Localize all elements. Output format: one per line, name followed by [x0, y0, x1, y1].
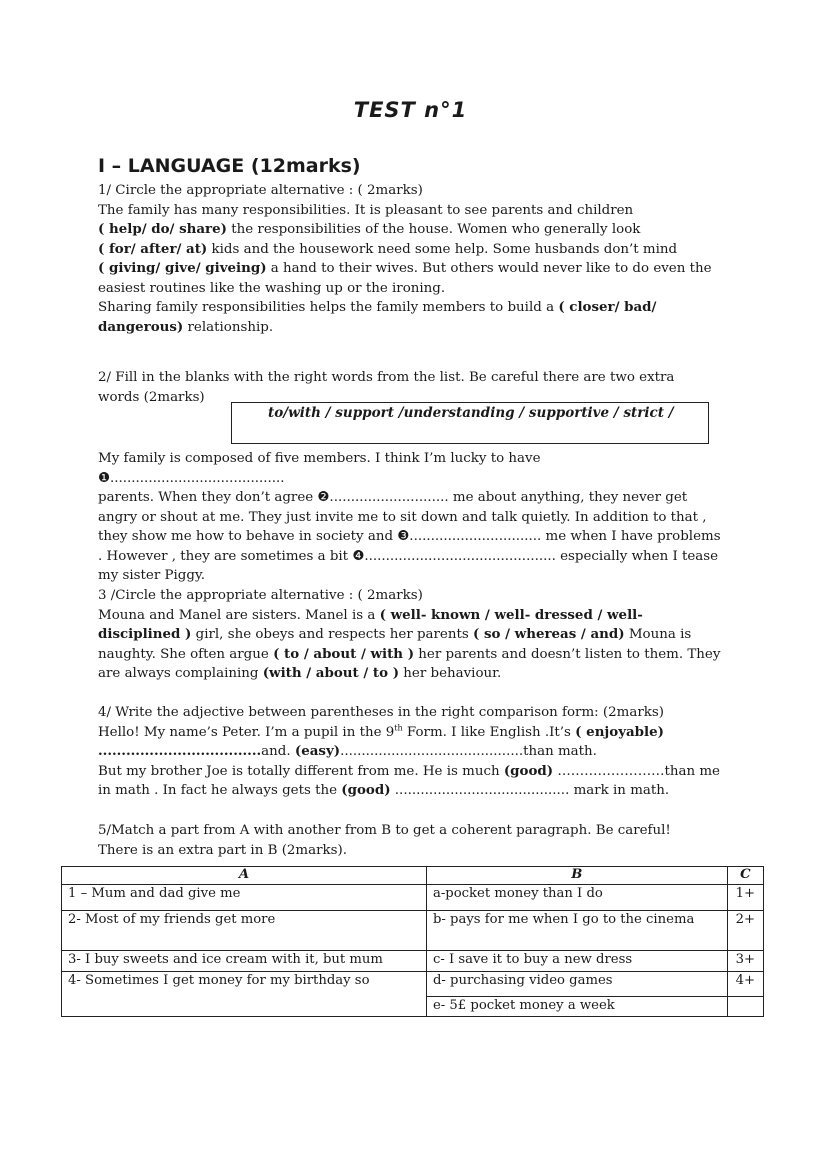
table-row	[62, 885, 764, 911]
ex3-option-4[interactable]: (with / about / to )	[262, 665, 400, 681]
ex1-paragraph-2: Sharing family responsibilities helps the family members to build a ( closer/ bad/ dangerous) relationship.	[98, 299, 657, 335]
ex1-option-1[interactable]: ( help/ do/ share)	[98, 221, 227, 237]
table-row	[62, 951, 764, 972]
ex1-option-2[interactable]: ( for/ after/ at)	[98, 240, 208, 257]
cell-b: b- pays for me when I go to the cinema	[426, 911, 727, 951]
table-row	[62, 911, 764, 951]
cell-c[interactable]	[727, 997, 763, 1017]
page-title: TEST n°1	[353, 98, 468, 122]
ex2-paragraph: parents. When they don’t agree ❷............................ me about anything, they never get angry or shout at me. They just invite me to sit down and talk quietly. In addition to that , they show me how to behave in society and ❸............................... me when I have problems . However , they are sometimes a bit ❹............................................. especially when I tease my sister Piggy.	[98, 490, 721, 583]
ex1-paragraph: The family has many responsibilities. It is pleasant to see parents and children ( help/ do/ share) the responsibilities of the house. Women who generally look ( for/ after/ at) kids and the housework need some help. Some husbands don’t mind ( giving/ give/ giveing) a hand to their wives. But others would never like to do even the easiest routines like the washing up or the ironing.	[98, 202, 712, 296]
cell-b: d- purchasing video games	[426, 972, 727, 997]
cell-c[interactable]: 2+	[727, 911, 763, 951]
ex3-option-1[interactable]: ( well- known / well- dressed / well-disciplined )	[98, 606, 643, 642]
cell-a: 1 – Mum and dad give me	[62, 885, 427, 911]
section-heading: I – LANGUAGE (12marks)	[98, 155, 361, 177]
header-c: C	[727, 867, 763, 885]
ex4-adjective-2: (easy)	[294, 743, 341, 759]
ex4-adjective-3: (good)	[503, 762, 554, 779]
ex3-option-3[interactable]: ( to / about / with )	[273, 645, 415, 662]
cell-c[interactable]: 1+	[727, 885, 763, 911]
ex3-option-2[interactable]: ( so / whereas / and)	[473, 626, 625, 642]
exercise-4	[98, 703, 723, 801]
ex3-instruction: 3 /Circle the appropriate alternative : ( 2marks)	[98, 588, 423, 603]
ex4-blank-1[interactable]: ...................................	[98, 743, 262, 759]
cell-b: e- 5£ pocket money a week	[426, 997, 727, 1017]
ex2-line-1: My family is composed of five members. I think I’m lucky to have ❶.........................................	[98, 451, 541, 486]
word-list: to/with / support /understanding / supportive / strict /	[268, 405, 674, 421]
ex4-instruction: 4/ Write the adjective between parentheses in the right comparison form: (2marks)	[98, 705, 664, 720]
cell-a: 3- I buy sweets and ice cream with it, but mum	[62, 951, 427, 972]
exercise-1	[98, 181, 723, 337]
table-header-row	[62, 867, 764, 885]
cell-a: 4- Sometimes I get money for my birthday so	[62, 972, 427, 1017]
ex1-option-4[interactable]: ( closer/ bad/ dangerous)	[98, 299, 657, 335]
exercise-2-instruction: 2/ Fill in the blanks with the right words from the list. Be careful there are two extra words (2marks)	[98, 370, 675, 405]
header-a: A	[62, 867, 427, 885]
ex4-paragraph: Hello! My name’s Peter. I’m a pupil in the 9th Form. I like English .It’s ( enjoyable) ...................................and. (easy)...........................................than math. But my brother Joe is totally different from me. He is much (good) ……………………than me in math . In fact he always gets the (good) ......................................... mark in math.	[98, 723, 720, 798]
cell-c[interactable]: 4+	[727, 972, 763, 997]
ex4-blank-2[interactable]: ...........................................	[340, 744, 524, 759]
cell-c[interactable]: 3+	[727, 951, 763, 972]
ex1-instruction: 1/ Circle the appropriate alternative : ( 2marks)	[98, 183, 423, 198]
cell-b: a-pocket money than I do	[426, 885, 727, 911]
table-row	[62, 972, 764, 997]
matching-table	[61, 866, 764, 1017]
exercise-5-instruction: 5/Match a part from A with another from B to get a coherent paragraph. Be careful! There is an extra part in B (2marks).	[98, 823, 671, 858]
ex1-option-3[interactable]: ( giving/ give/ giveing)	[98, 260, 267, 276]
exercise-2	[98, 449, 723, 586]
exercise-3	[98, 586, 723, 684]
ex4-adjective-1: ( enjoyable)	[575, 723, 664, 740]
cell-b: c- I save it to buy a new dress	[426, 951, 727, 972]
ex4-adjective-4: (good)	[341, 782, 391, 798]
header-b: B	[426, 867, 727, 885]
word-list-box	[231, 402, 709, 444]
ex3-paragraph: Mouna and Manel are sisters. Manel is a ( well- known / well- dressed / well-disciplined ) girl, she obeys and respects her parents ( so / whereas / and) Mouna is naughty. She often argue ( to / about / with ) her parents and doesn’t listen to them. They are always complaining (with / about / to ) her behaviour.	[98, 606, 721, 681]
cell-a: 2- Most of my friends get more	[62, 911, 427, 951]
